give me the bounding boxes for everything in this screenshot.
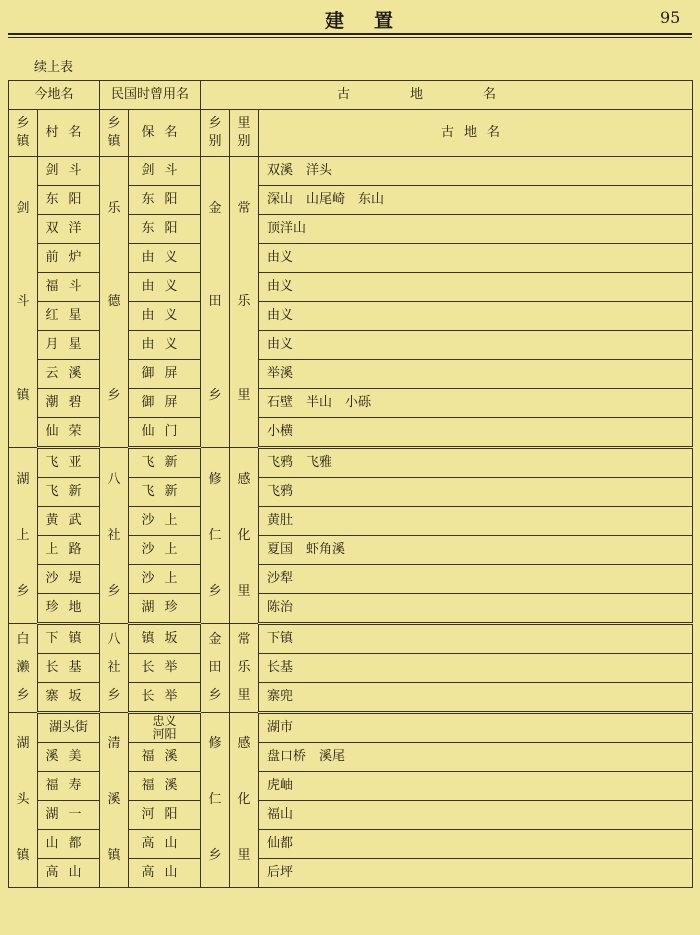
village-name: 高山 bbox=[38, 859, 100, 888]
bao-name: 高山 bbox=[129, 830, 201, 859]
bao-name: 御屏 bbox=[129, 389, 201, 418]
table-row bbox=[9, 713, 693, 743]
ancient-place-name: 顶洋山 bbox=[259, 215, 693, 244]
bao-name: 镇坂 bbox=[129, 624, 201, 654]
table-continuation-label: 续上表 bbox=[34, 60, 74, 75]
bao-name: 由义 bbox=[129, 273, 201, 302]
village-name: 下镇 bbox=[38, 624, 100, 654]
subheader-village: 村名 bbox=[38, 110, 100, 157]
bao-name: 东阳 bbox=[129, 215, 201, 244]
header-current-name: 今地名 bbox=[9, 81, 100, 110]
ancient-place-name: 夏国 虾角溪 bbox=[259, 536, 693, 565]
subheader-libie: 里 别 bbox=[230, 110, 259, 157]
subheader-bao: 保名 bbox=[129, 110, 201, 157]
village-name: 飞新 bbox=[38, 478, 100, 507]
bao-name: 沙上 bbox=[129, 536, 201, 565]
bao-name: 飞新 bbox=[129, 478, 201, 507]
village-name: 月星 bbox=[38, 331, 100, 360]
bao-name: 长举 bbox=[129, 683, 201, 713]
header-rule-thick bbox=[8, 33, 692, 35]
libie-cell: 感 化 里 bbox=[230, 713, 259, 888]
libie-cell: 感 化 里 bbox=[230, 448, 259, 624]
village-name: 福寿 bbox=[38, 772, 100, 801]
ancient-place-name: 黄肚 bbox=[259, 507, 693, 536]
xiangbie-cell: 金 田 乡 bbox=[201, 624, 230, 713]
village-name: 潮碧 bbox=[38, 389, 100, 418]
bao-name: 沙上 bbox=[129, 565, 201, 594]
village-name: 珍地 bbox=[38, 594, 100, 624]
bao-name: 高山 bbox=[129, 859, 201, 888]
table-row bbox=[9, 448, 693, 478]
xiangbie-cell: 修 仁 乡 bbox=[201, 448, 230, 624]
header-rule-thin bbox=[8, 37, 692, 38]
village-name: 长基 bbox=[38, 654, 100, 683]
table-row bbox=[9, 157, 693, 186]
ancient-place-name: 由义 bbox=[259, 331, 693, 360]
township-cell: 湖 头 镇 bbox=[9, 713, 38, 888]
village-name: 溪美 bbox=[38, 743, 100, 772]
township-cell: 剑 斗 镇 bbox=[9, 157, 38, 448]
ancient-place-name: 仙都 bbox=[259, 830, 693, 859]
minguo-township-cell: 清 溪 镇 bbox=[100, 713, 129, 888]
ancient-place-name: 福山 bbox=[259, 801, 693, 830]
bao-name: 沙上 bbox=[129, 507, 201, 536]
place-name-table bbox=[8, 80, 693, 888]
ancient-place-name: 长基 bbox=[259, 654, 693, 683]
ancient-place-name: 双溪 洋头 bbox=[259, 157, 693, 186]
village-name: 湖头街 bbox=[38, 713, 100, 743]
township-cell: 湖 上 乡 bbox=[9, 448, 38, 624]
village-name: 红星 bbox=[38, 302, 100, 331]
ancient-place-name: 举溪 bbox=[259, 360, 693, 389]
ancient-place-name: 后坪 bbox=[259, 859, 693, 888]
subheader-xiangbie: 乡 别 bbox=[201, 110, 230, 157]
xiangbie-cell: 金 田 乡 bbox=[201, 157, 230, 448]
bao-name: 由义 bbox=[129, 302, 201, 331]
village-name: 仙荣 bbox=[38, 418, 100, 448]
ancient-place-name: 虎岫 bbox=[259, 772, 693, 801]
subheader-ancient: 古地名 bbox=[259, 110, 693, 157]
bao-name: 剑斗 bbox=[129, 157, 201, 186]
bao-name: 御屏 bbox=[129, 360, 201, 389]
township-cell: 白 濑 乡 bbox=[9, 624, 38, 713]
header-ancient-name: 古地名 bbox=[201, 81, 693, 110]
village-name: 剑斗 bbox=[38, 157, 100, 186]
minguo-township-cell: 乐 德 乡 bbox=[100, 157, 129, 448]
ancient-place-name: 由义 bbox=[259, 244, 693, 273]
village-name: 上路 bbox=[38, 536, 100, 565]
village-name: 东阳 bbox=[38, 186, 100, 215]
subheader-minguo-township: 乡 镇 bbox=[100, 110, 129, 157]
ancient-place-name: 盘口桥 溪尾 bbox=[259, 743, 693, 772]
bao-name: 由义 bbox=[129, 244, 201, 273]
bao-name: 湖珍 bbox=[129, 594, 201, 624]
minguo-township-cell: 八 社 乡 bbox=[100, 448, 129, 624]
bao-name: 由义 bbox=[129, 331, 201, 360]
village-name: 山都 bbox=[38, 830, 100, 859]
bao-name: 忠义 河阳 bbox=[129, 713, 201, 743]
header-minguo-name: 民国时曾用名 bbox=[100, 81, 201, 110]
table-row bbox=[9, 624, 693, 654]
village-name: 沙堤 bbox=[38, 565, 100, 594]
ancient-place-name: 飞鸦 bbox=[259, 478, 693, 507]
page-number: 95 bbox=[660, 8, 681, 27]
village-name: 双洋 bbox=[38, 215, 100, 244]
page-header bbox=[0, 0, 700, 34]
ancient-place-name: 陈治 bbox=[259, 594, 693, 624]
libie-cell: 常 乐 里 bbox=[230, 157, 259, 448]
ancient-place-name: 石壁 半山 小砾 bbox=[259, 389, 693, 418]
village-name: 云溪 bbox=[38, 360, 100, 389]
village-name: 福斗 bbox=[38, 273, 100, 302]
ancient-place-name: 下镇 bbox=[259, 624, 693, 654]
village-name: 前炉 bbox=[38, 244, 100, 273]
village-name: 湖一 bbox=[38, 801, 100, 830]
ancient-place-name: 由义 bbox=[259, 273, 693, 302]
bao-name: 河阳 bbox=[129, 801, 201, 830]
subheader-township: 乡 镇 bbox=[9, 110, 38, 157]
bao-name: 仙门 bbox=[129, 418, 201, 448]
ancient-place-name: 飞鸦 飞雅 bbox=[259, 448, 693, 478]
ancient-place-name: 由义 bbox=[259, 302, 693, 331]
bao-name: 飞新 bbox=[129, 448, 201, 478]
village-name: 黄武 bbox=[38, 507, 100, 536]
table-body bbox=[9, 157, 693, 888]
page-title: 建置 bbox=[325, 10, 424, 32]
ancient-place-name: 湖市 bbox=[259, 713, 693, 743]
ancient-place-name: 小横 bbox=[259, 418, 693, 448]
bao-name: 长举 bbox=[129, 654, 201, 683]
ancient-place-name: 沙犁 bbox=[259, 565, 693, 594]
village-name: 飞亚 bbox=[38, 448, 100, 478]
libie-cell: 常 乐 里 bbox=[230, 624, 259, 713]
ancient-place-name: 寨兜 bbox=[259, 683, 693, 713]
ancient-place-name: 深山 山尾崎 东山 bbox=[259, 186, 693, 215]
bao-name: 福溪 bbox=[129, 772, 201, 801]
bao-name: 东阳 bbox=[129, 186, 201, 215]
minguo-township-cell: 八 社 乡 bbox=[100, 624, 129, 713]
xiangbie-cell: 修 仁 乡 bbox=[201, 713, 230, 888]
bao-name: 福溪 bbox=[129, 743, 201, 772]
village-name: 寨坂 bbox=[38, 683, 100, 713]
